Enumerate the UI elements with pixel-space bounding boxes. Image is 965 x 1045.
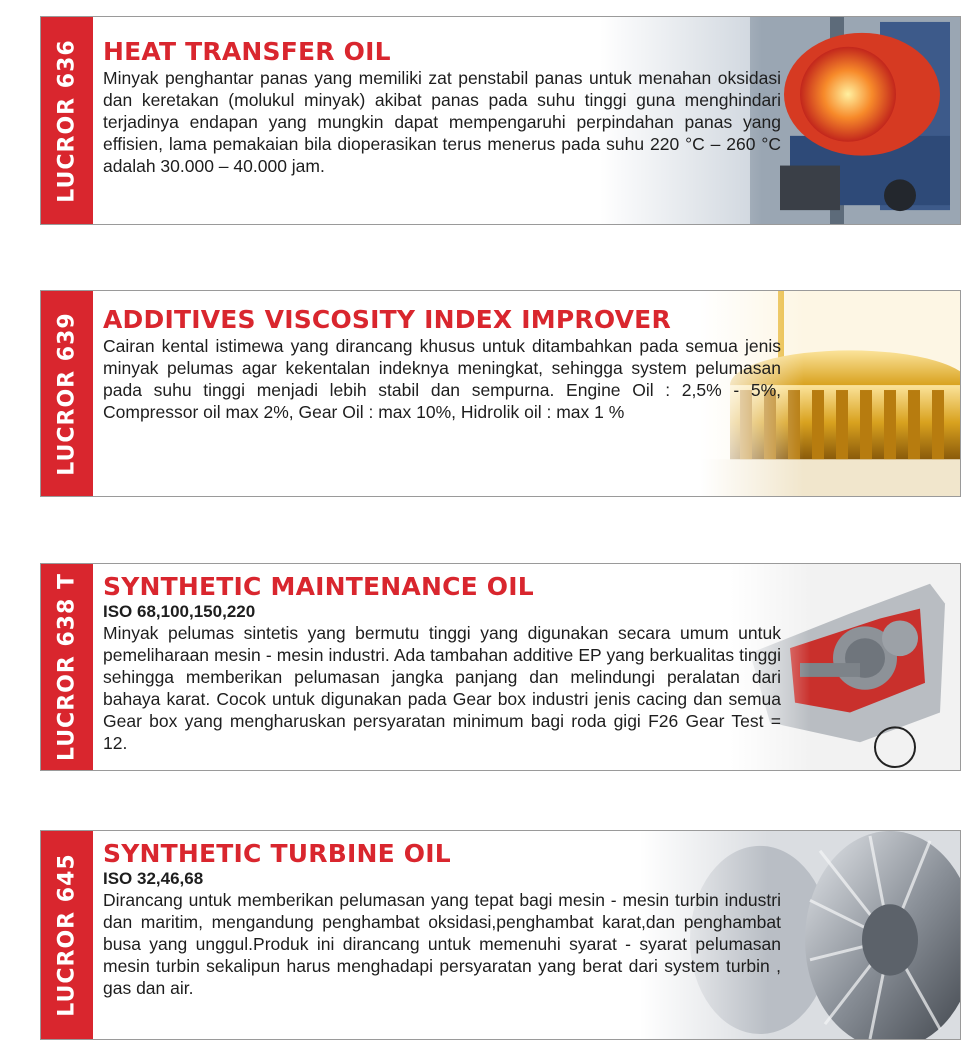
- product-code: LUCROR 639: [54, 311, 80, 476]
- product-title: ADDITIVES VISCOSITY INDEX IMPROVER: [103, 305, 671, 334]
- product-code: LUCROR 636: [54, 38, 80, 203]
- product-code-tab: [41, 17, 93, 224]
- product-card-638t: [40, 563, 961, 771]
- product-title: SYNTHETIC TURBINE OIL: [103, 839, 451, 868]
- product-code-tab: [41, 564, 93, 770]
- product-code: LUCROR 638 T: [54, 572, 80, 762]
- product-description: Minyak penghantar panas yang memiliki zat penstabil panas untuk menahan oksidasi dan keretakan (molukul minyak) akibat panas pada suhu tinggi guna menghindari terjadinya endapan yang mungkin dapat mempengaruhi perpindahan panas yang effisien, lama pemakaian bila dioperasikan terus menerus pada suhu 220 °C – 260 °C adalah 30.000 – 40.000 jam.: [103, 68, 781, 176]
- product-title: HEAT TRANSFER OIL: [103, 37, 391, 66]
- product-title: SYNTHETIC MAINTENANCE OIL: [103, 572, 534, 601]
- product-card-639: [40, 290, 961, 497]
- product-description: Dirancang untuk memberikan pelumasan yang tepat bagi mesin - mesin turbin industri dan maritim, mengandung penghambat oksidasi,penghambat karat,dan penghambat busa yang unggul.Produk ini dirancang untuk memenuhi syarat - syarat pelumasan mesin turbin sekalipun harus menghadapi persyaratan yang berat dari system turbin , gas dan air.: [103, 890, 781, 998]
- product-description: Minyak pelumas sintetis yang bermutu tinggi yang digunakan secara umum untuk pemeliharaan mesin - mesin industri. Ada tambahan additive EP yang berkualitas tinggi sehingga memberikan pelumasan jangka panjang dan melindungi peralatan dari bahaya karat. Cocok untuk digunakan pada Gear box industri jenis cacing dan semua Gear box yang mengharuskan persyaratan minimum bagi roda gigi F26 Gear Test = 12.: [103, 623, 781, 753]
- product-code-tab: [41, 291, 93, 496]
- product-code: LUCROR 645: [54, 853, 80, 1017]
- iso-grades: ISO 68,100,150,220: [103, 602, 256, 621]
- product-card-636: [40, 16, 961, 225]
- iso-grades: ISO 32,46,68: [103, 869, 204, 888]
- product-card-645: [40, 830, 961, 1040]
- product-code-tab: [41, 831, 93, 1039]
- product-description: Cairan kental istimewa yang dirancang khusus untuk ditambahkan pada semua jenis minyak pelumas agar kekentalan indeknya meningkat, sehingga system pelumasan pada suhu tinggi menjadi lebih stabil dan sempurna. Engine Oil : 2,5% - 5%, Compressor oil max 2%, Gear Oil : max 10%, Hidrolik oil : max 1 %: [103, 336, 781, 422]
